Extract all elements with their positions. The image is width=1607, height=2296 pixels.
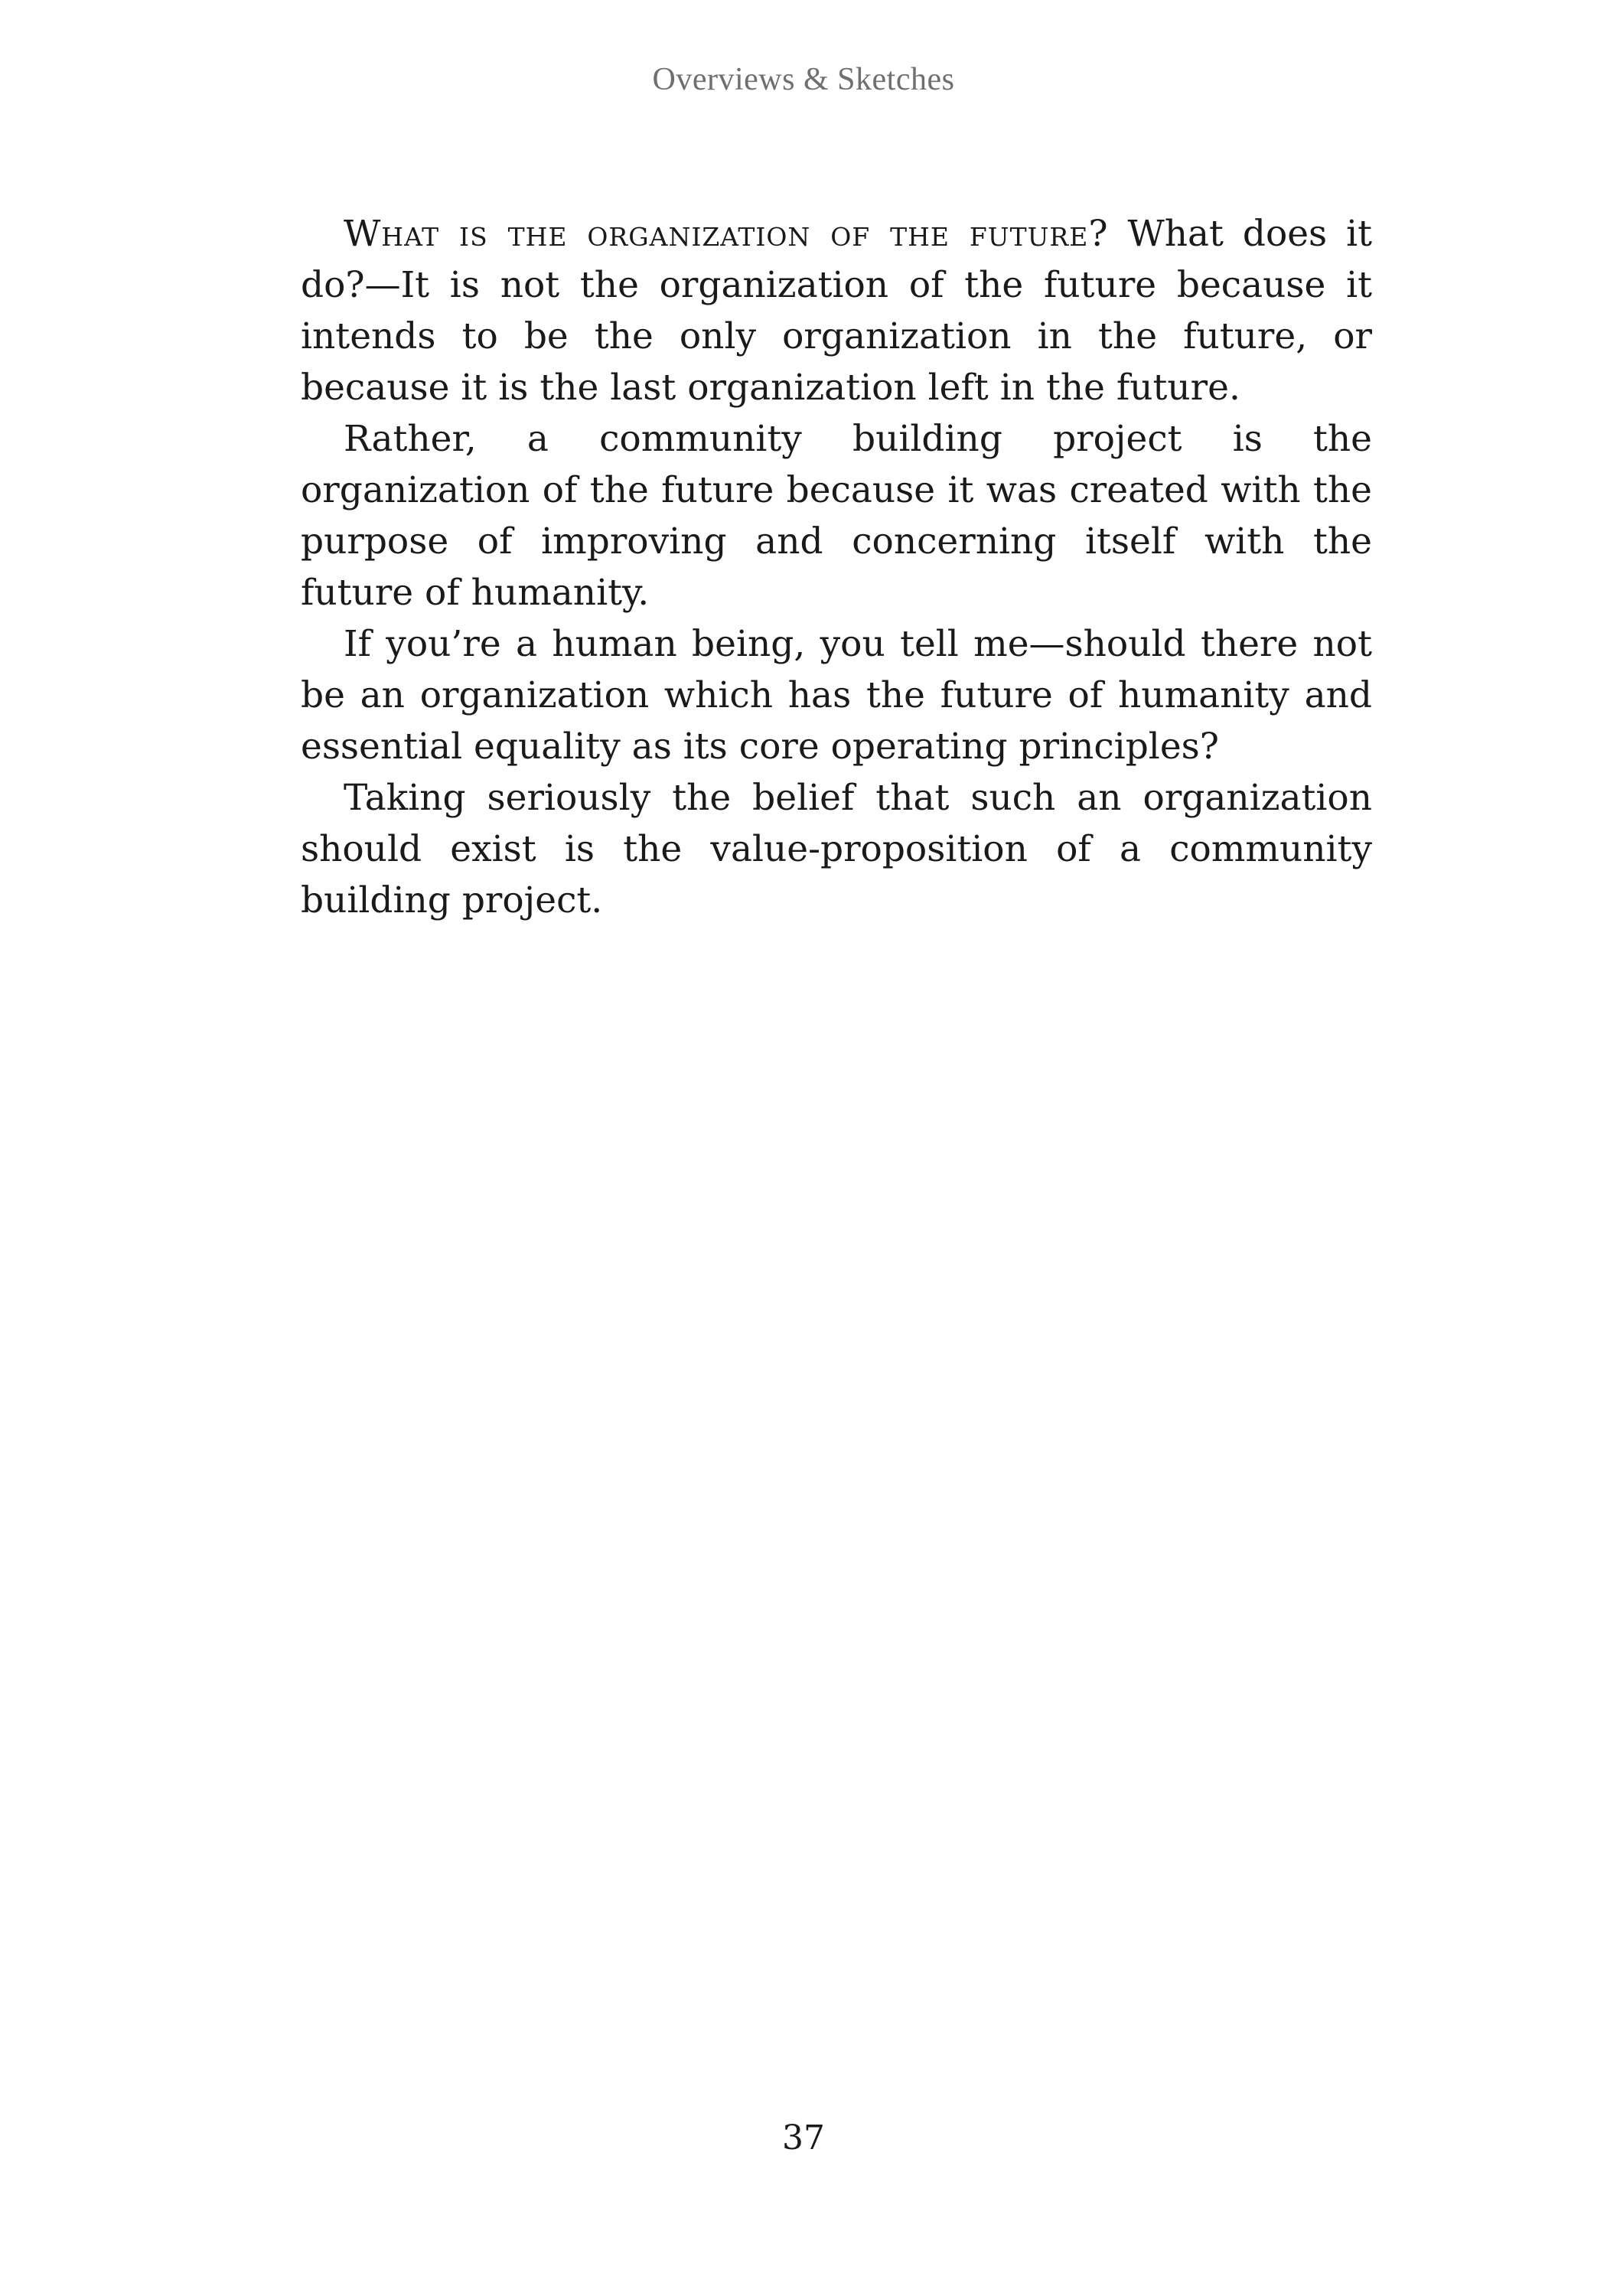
- running-head: Overviews & Sketches: [652, 62, 955, 97]
- paragraph-text: What does it do?—It is not the organization of the future because it intends to be the only organization in the future, or because it is the last organization left in the future.: [301, 213, 1373, 409]
- page-number: 37: [782, 2118, 825, 2157]
- paragraph: Rather, a community building project is the organization of the future because it was created with the purpose of improving and concerning itself with the future of humanity.: [301, 418, 1372, 614]
- paragraph: If you’re a human being, you tell me—should there not be an organization which has the future of humanity and essential equality as its core operating principles?: [301, 623, 1372, 768]
- body-text: [301, 208, 1372, 926]
- lead-in-small-caps: What is the organization of the future?: [344, 213, 1109, 255]
- paragraph: Taking seriously the belief that such an organization should exist is the value-proposition of a community building project.: [301, 777, 1372, 921]
- paragraph: [301, 208, 1372, 413]
